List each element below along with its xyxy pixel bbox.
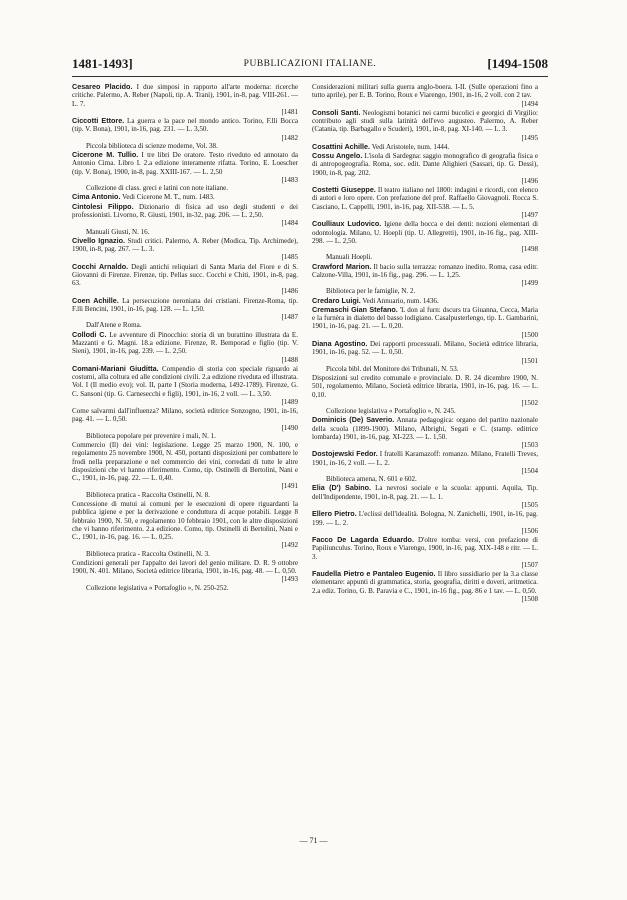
bibliography-entry xyxy=(312,510,538,535)
entry-author: Ciccotti Ettore. xyxy=(72,116,125,126)
series-note: Collezione di class. greci e latini con note italiane. xyxy=(86,184,229,193)
entry-author: Crawford Marion. xyxy=(312,261,372,271)
bibliography-entry xyxy=(312,306,538,339)
entry-author: Ellero Pietro. xyxy=(312,509,357,519)
bibliography-entry xyxy=(312,340,538,373)
entry-text: Concessione di mutui ai comuni per le esecuzioni di opere riguardanti la pubblica igiene e per la derivazione e conduttura di acque potabili. Legge 8 febbraio 1900, N. 50, e regolamento 10 febbraio 1901, con le altre disposizioni che vi hanno riferimento. 2.a edizione. Como, tip. Ostinelli di Bertolini, Nani e C., 1901, in-16, pag. 16. — L. 0,25. xyxy=(72,500,298,542)
entry-author: Dostojewski Fedor. xyxy=(312,449,378,459)
series-note: Piccola bibl. del Monitore dei Tribunali, N. 53. xyxy=(326,364,459,373)
bibliography-entry xyxy=(312,484,538,509)
bibliography-entry xyxy=(72,500,298,558)
series-note: Manuali Giusti, N. 16. xyxy=(86,227,150,236)
bibliography-entry xyxy=(312,297,538,305)
entry-number: [1483 xyxy=(281,175,298,184)
entry-number: [1501 xyxy=(521,356,538,365)
bibliography-entry xyxy=(72,331,298,364)
entry-text: Considerazioni militari sulla guerra anglo-boera. I-II. (Sulle operazioni fino a tutto aprile), per E. B. Torino, Roux e Viarengo, 1901, in-16, 2 voll. con 2 tav. xyxy=(312,83,538,100)
entry-text: Igiene della bocca e dei denti: nozioni elementari di odontologia. Milano, U. Hoepli (tip. U. Allegretti), 1901, in-16 fig., pag. XIII-298. — L. 2,50. xyxy=(312,220,539,245)
bibliography-entry xyxy=(312,416,538,449)
bibliography-entry xyxy=(312,186,538,219)
entry-text: D'oltre tomba: versi, con prefazione di Papiliunculus. Torino, Roux e Viarengo, 1900, in-16, pag. XIX-148 e ritr. — L. 3. xyxy=(312,536,538,561)
entry-author: Faudella Pietro e Pantaleo Eugenio. xyxy=(312,569,436,579)
entry-number: [1482 xyxy=(281,133,298,142)
series-note: Manuali Hoepli. xyxy=(326,253,373,262)
bibliography-entry xyxy=(312,109,538,142)
entry-text: Neologismi botanici nei carmi bucolici e georgici di Virgilio: contributo agli studi sulla latinità dell'evo augusteo. Palermo, A. Reber (Catania, tip. Barbagallo e Scuderi), 1901, in-8, pag. XI-140. — L. 3. xyxy=(312,108,539,134)
series-note: Piccola biblioteca di scienze moderne, Vol. 38. xyxy=(86,141,218,150)
entry-number: [1504 xyxy=(521,466,538,475)
header-range-left: 1481-1493] xyxy=(72,56,133,71)
entry-number: [1489 xyxy=(281,397,298,406)
entry-text: Commercio (Il) dei vini: legislazione. Legge 25 marzo 1900, N. 100, e regolamento 25 novembre 1900, N. 450, portanti disposizioni per combattere le frodi nella preparazione e nel commercio dei vini, corredati di tutte le altre disposizioni che vi hanno riferimento. Como, tip. Ostinelli di Bertolini, Nani e C., 1901, in-16, pag. 22. — L. 0,40. xyxy=(72,441,298,483)
bibliography-entry xyxy=(72,203,298,236)
series-note: Biblioteca per le famiglie, N. 2. xyxy=(326,287,416,296)
entry-text: Condizioni generali per l'appalto dei lavori del genio militare. D. R. 9 ottobre 1900, N. 401. Milano, Società editrice libraria, 1901, in-16, pag. 48. — L. 0,50. xyxy=(72,558,298,576)
bibliography-entry xyxy=(72,151,298,192)
left-column xyxy=(72,83,298,593)
bibliography-entry xyxy=(72,559,298,592)
bibliography-entry xyxy=(72,237,298,262)
entry-author: Comani-Mariani Giuditta. xyxy=(72,363,159,373)
entry-number: [1492 xyxy=(281,541,298,550)
entry-text: Studi critici. Palermo, A. Reber (Modica, Tip. Archimede), 1900, in-8, pag. 267. — L. 3. xyxy=(72,236,298,254)
bibliography-entry xyxy=(312,143,538,151)
entry-number: [1496 xyxy=(521,176,538,185)
bibliography-entry xyxy=(312,152,538,185)
entry-author: Cintolesi Filippo. xyxy=(72,201,134,211)
entry-number: [1495 xyxy=(521,133,538,142)
entry-number: [1499 xyxy=(521,279,538,288)
running-title: PUBBLICAZIONI ITALIANE. xyxy=(243,59,377,69)
entry-author: Cossu Angelo. xyxy=(312,151,363,161)
bibliography-entry xyxy=(72,263,298,296)
entry-author: Costetti Giuseppe. xyxy=(312,185,376,195)
entry-number: [1493 xyxy=(281,575,298,584)
entry-number: [1502 xyxy=(521,398,538,407)
page-header xyxy=(72,56,548,74)
series-note: Biblioteca popolare per prevenire i mali, N. 1. xyxy=(86,431,216,440)
entry-number: [1498 xyxy=(521,245,538,254)
entry-number: [1507 xyxy=(521,560,538,569)
entry-author: Diana Agostino. xyxy=(312,338,368,348)
entry-text: Compendio di storia con speciale riguardo ai costumi, alla coltura ed alle condizioni civili. 2.a edizione riveduta ed illustrata. Vol. I (Il medio evo); vol. II, parte I (Storia moderna, 1492-1789). Firenze, G. C. Sansoni (tip. G. Carnesecchi e figli), 1901, in-16, 2 voll. — L. 3,50. xyxy=(72,364,298,398)
entry-number: [1487 xyxy=(281,313,298,322)
entry-author: Consoli Santi. xyxy=(312,107,361,117)
entry-text: I tre libri De oratore. Testo riveduto ed annotato da Antonio Cima. Libro I. 2.a edizione interamente rifatta. Torino, E. Loescher (tip. V. Bona), 1900, in-8, pag. XXIII-167. — L. 2,50 xyxy=(72,151,298,176)
entry-text: Degli antichi reliquiari di Santa Maria del Fiore e di S. Giovanni di Firenze. Firenze, tip. Pellas succ. Cocchi e Chiti, 1901, in-8, pag. 63. xyxy=(72,262,298,288)
entry-text: Come salvarmi dall'influenza? Milano, società editrice Sonzogno, 1901, in-16, pag. 41. — L. 0,50. xyxy=(72,407,298,424)
entry-number: [1497 xyxy=(521,210,538,219)
entry-text: 'L don al furn: dscurs tra Giuanna, Cecca, Maria e la furnèra in dialetto del basso lodigiano. Casalpusterlengo, tip. L. Gambarini, 1901, in-16, pag. 21. — L. 0,20. xyxy=(312,305,539,331)
entry-author: Credaro Luigi. xyxy=(312,295,361,305)
entry-author: Cesareo Placido. xyxy=(72,82,133,91)
header-range-right: [1494-1508 xyxy=(487,56,548,71)
entry-number: [1490 xyxy=(281,423,298,432)
series-note: Collezione legislativa « Portafoglio », N. 245. xyxy=(326,407,456,416)
entry-author: Cicerone M. Tullio. xyxy=(72,150,139,160)
entry-author: Dominicis (De) Saverio. xyxy=(312,415,395,425)
entry-author: Cima Antonio. xyxy=(72,192,121,202)
entry-text: Annata pedagogica: organo del partito nazionale della scuola (1899-1900). Milano, Albrighi, Segati e C. (stamp. editrice lombarda) 1901, in-16, pag. XI-223. — L. 1,50. xyxy=(312,416,538,441)
entry-text: Dei rapporti processuali. Milano, Società editrice libraria, 1901, in-16, pag. 52. — L. 0,50. xyxy=(312,339,539,357)
entry-text: I fratelli Karamazoff: romanzo. Milano, Fratelli Treves, 1901, in-16, 2 voll. — L. 2. xyxy=(312,450,538,467)
entry-number: [1508 xyxy=(521,594,538,603)
entry-number: [1500 xyxy=(521,330,538,339)
header-rule xyxy=(72,76,548,77)
bibliography-entry xyxy=(72,441,298,499)
bibliography-entry xyxy=(72,83,298,116)
entry-text: La nevrosi sociale e la scuola: appunti. Aquila, Tip. dell'Indipendente, 1901, in-8, pag. 21. — L. 1. xyxy=(312,484,538,501)
entry-number: [1488 xyxy=(281,355,298,364)
entry-number: [1491 xyxy=(281,482,298,491)
entry-number: [1505 xyxy=(521,501,538,510)
series-note: Biblioteca amena, N. 601 e 602. xyxy=(326,475,417,484)
entry-author: Elia (D') Sabino. xyxy=(312,483,371,493)
bibliography-entry xyxy=(312,263,538,296)
entry-text: Vedi Annuario, num. 1436. xyxy=(362,296,439,305)
bibliography-entry xyxy=(72,407,298,440)
entry-author: Collodi C. xyxy=(72,329,107,339)
entry-number: [1503 xyxy=(521,441,538,450)
bibliography-entry xyxy=(72,365,298,406)
entry-text: Vedi Cicerone M. T., num. 1483. xyxy=(122,193,215,202)
entry-text: L'isola di Sardegna: saggio monografico di geografia fisica e di antropogeografia. Roma, soc. edit. Dante Alighieri (Sassari, tip. G. Dessì), 1900, in-8, pag. 202. xyxy=(312,152,538,177)
entry-text: Disposizioni sul credito comunale e provinciale. D. R. 24 dicembre 1900, N. 501, regolamento. Milano, Società editrice libraria, 1901, in-16, pag. 16. — L. 0,10. xyxy=(312,374,538,399)
entry-text: La persecuzione neroniana dei cristiani. Firenze-Roma, tip. F.lli Bencini, 1901, in-16, pag. 128. — L. 1,50. xyxy=(72,296,299,313)
series-note: Dall'Atene e Roma. xyxy=(86,321,142,330)
entry-author: Facco De Lagarda Eduardo. xyxy=(312,535,414,545)
page-number: — 71 — xyxy=(299,836,328,845)
bibliography-entry xyxy=(312,450,538,483)
entry-text: Dizionario di fisica ad uso degli studenti e dei professionisti. Livorno, R. Giusti, 1901, in-32, pag. 206. — L. 2,50. xyxy=(72,202,298,219)
entry-text: Vedi Aristotele, num. 1444. xyxy=(371,142,450,151)
entry-text: La guerra e la pace nel mondo antico. Torino, F.lli Bocca (tip. V. Bona), 1901, in-16, pag. 231. — L. 3,50. xyxy=(72,117,299,134)
entry-text: Il bacio sulla terrazza: romanzo inedito. Roma, casa editr. Calzone-Villa, 1901, in-16 fig., pag. 296. — L. 1,25. xyxy=(312,262,539,279)
entry-author: Cosattini Achille. xyxy=(312,141,371,151)
entry-text: I due simposi in rapporto all'arte moderna: ricerche critiche. Palermo, A. Reber (Napoli, tip. A. Trani), 1901, in-8, pag. VIII-261. — L. 7. xyxy=(72,83,298,108)
bibliography-entry xyxy=(72,117,298,150)
entry-number: [1484 xyxy=(281,219,298,228)
series-note: Biblioteca pratica - Raccolta Ostinelli, N. 8. xyxy=(86,490,210,499)
entry-number: [1486 xyxy=(281,287,298,296)
right-column xyxy=(312,83,538,604)
bibliography-entry xyxy=(72,297,298,330)
bibliography-entry xyxy=(312,570,538,603)
entry-author: Civello Ignazio. xyxy=(72,235,125,245)
series-note: Biblioteca pratica - Raccolta Ostinelli, N. 3. xyxy=(86,549,210,558)
entry-author: Coulliaux Ludovico. xyxy=(312,219,382,229)
entry-text: Le avventure di Pinocchio: storia di un burattino illustrata da E. Mazzanti e G. Magni. 18.a edizione. Firenze, R. Bemporad e figlio (tip. V. Sieni), 1901, in-16, pag. 239. — L. 2,50. xyxy=(72,330,298,356)
entry-number: [1485 xyxy=(281,253,298,262)
entry-text: Il libro sussidiario per la 3.a classe elementare: appunti di grammatica, storia, geografia, diritti e doveri, aritmetica. 2.a ediz. Torino, G. B. Paravia e C., 1901, in-16 fig., pag. 86 e 1 tav. — L. 0,50. xyxy=(312,570,538,595)
entry-text: Il teatro italiano nel 1800: indagini e ricordi, con elenco di autori e loro opere. Con prefazione del prof. Raffaello Giovagnoli. Rocca S. Casciano, L. Cappelli, 1901, in-16, pag. XII-538. — L. 5. xyxy=(312,186,539,211)
bibliography-entry xyxy=(312,83,538,108)
series-note: Collezione legislativa « Portafoglio », N. 250-252. xyxy=(86,583,229,592)
bibliography-entry xyxy=(312,374,538,415)
entry-author: Cremaschi Gian Stefano. xyxy=(312,304,398,314)
bibliography-entry xyxy=(312,220,538,261)
bibliography-entry xyxy=(72,193,298,201)
entry-number: [1506 xyxy=(521,526,538,535)
entry-text: L'eclissi dell'idealità. Bologna, N. Zanichelli, 1901, in-16, pag. 199. — L. 2. xyxy=(312,510,539,527)
entry-number: [1494 xyxy=(521,99,538,108)
entry-author: Coen Achille. xyxy=(72,295,119,305)
bibliography-entry xyxy=(312,536,538,569)
entry-author: Cocchi Arnaldo. xyxy=(72,261,129,271)
entry-number: [1481 xyxy=(281,107,298,116)
